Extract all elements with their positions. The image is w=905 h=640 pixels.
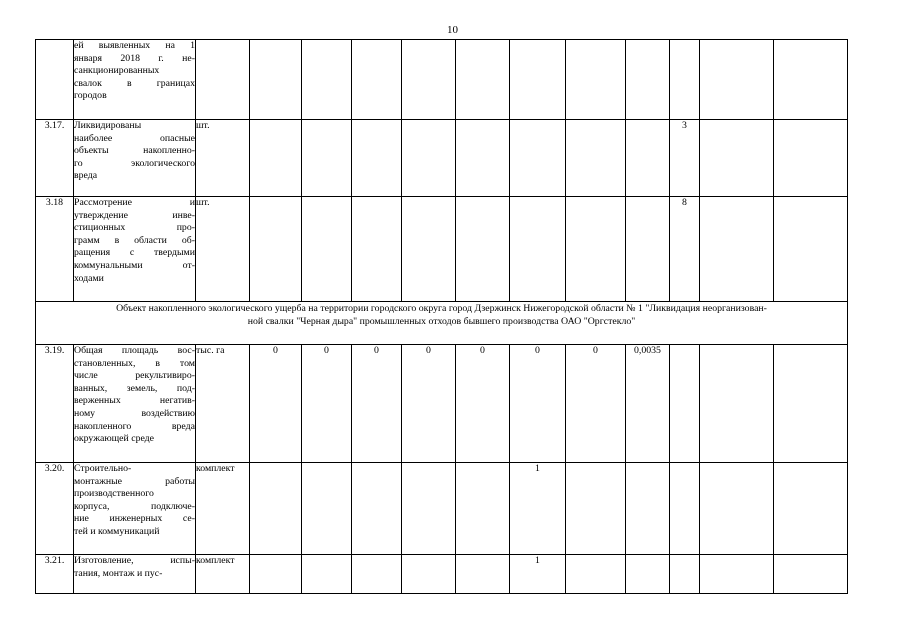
description-line: ей выявленных на 1 [74, 40, 195, 51]
description-line: Строительно- [74, 463, 132, 474]
description-line: коммунальными от- [74, 259, 195, 271]
row-description [74, 555, 196, 594]
row-description [74, 345, 196, 463]
value-cell [700, 197, 774, 302]
value-cell [456, 555, 510, 594]
row-unit: комплект [196, 555, 250, 594]
description-line: го экологического [74, 157, 195, 169]
value-cell [250, 555, 302, 594]
row-description [74, 40, 196, 120]
value-cell: 8 [670, 197, 700, 302]
value-cell [670, 40, 700, 120]
value-cell [774, 345, 848, 463]
description-line: Рассмотрение и [74, 197, 195, 208]
value-cell [402, 463, 456, 555]
value-cell [302, 463, 352, 555]
value-cell [402, 555, 456, 594]
description-line: объекты накопленно- [74, 145, 195, 157]
value-cell [402, 40, 456, 120]
row-unit: шт. [196, 120, 250, 197]
table-body-bottom [36, 345, 848, 594]
description-line: монтажные работы [74, 475, 195, 487]
value-cell [774, 120, 848, 197]
row-unit: шт. [196, 197, 250, 302]
description-line: утверждение инве- [74, 209, 195, 221]
value-cell: 0 [302, 345, 352, 463]
value-cell [700, 555, 774, 594]
section-row [36, 302, 848, 345]
page-number: 10 [447, 24, 458, 36]
description-line: ние инженерных се- [74, 513, 195, 525]
description-line: производственного [74, 488, 154, 500]
value-cell [302, 197, 352, 302]
value-cell [774, 463, 848, 555]
value-cell [402, 120, 456, 197]
description-line: верженных негатив- [74, 395, 195, 407]
description-line: стиционных про- [74, 222, 195, 234]
value-cell [250, 40, 302, 120]
value-cell [456, 197, 510, 302]
value-cell [626, 197, 670, 302]
value-cell [250, 197, 302, 302]
description-line: накопленного вреда [74, 420, 195, 432]
value-cell: 1 [510, 463, 566, 555]
description-line: окружающей среде [74, 433, 155, 445]
row-unit: тыс. га [196, 345, 250, 463]
value-cell [250, 120, 302, 197]
row-number [36, 40, 74, 120]
value-cell: 0 [250, 345, 302, 463]
row-number: 3.21. [36, 555, 74, 594]
row-number: 3.20. [36, 463, 74, 555]
value-cell [456, 120, 510, 197]
value-cell [566, 555, 626, 594]
value-cell [250, 463, 302, 555]
value-cell [700, 120, 774, 197]
description-line: Ликвидированы [74, 120, 142, 131]
table-row [36, 463, 848, 555]
section-title-line-1: Объект накопленного экологического ущерба на территории городского округа город Дзержинск Нижегородской области № 1 "Ликвидация неорганизован- [116, 303, 767, 314]
description-line: санкционированных [74, 65, 160, 77]
table-row [36, 120, 848, 197]
value-cell: 0 [566, 345, 626, 463]
value-cell: 0 [456, 345, 510, 463]
value-cell [566, 40, 626, 120]
row-description [74, 463, 196, 555]
table-row [36, 345, 848, 463]
value-cell: 0 [402, 345, 456, 463]
value-cell [774, 197, 848, 302]
section-title-line-2: ной свалки "Черная дыра" промышленных отходов бывшего производства ОАО "Оргстекло" [247, 316, 636, 327]
description-line: ванных, земель, под- [74, 382, 195, 394]
table-row [36, 40, 848, 120]
row-unit: комплект [196, 463, 250, 555]
value-cell [510, 120, 566, 197]
description-line: числе рекультивиро- [74, 370, 195, 382]
value-cell [352, 120, 402, 197]
value-cell: 0 [352, 345, 402, 463]
value-cell [626, 463, 670, 555]
value-cell [670, 463, 700, 555]
value-cell [774, 555, 848, 594]
value-cell [566, 463, 626, 555]
value-cell [700, 40, 774, 120]
value-cell [566, 197, 626, 302]
value-cell [626, 555, 670, 594]
row-number: 3.19. [36, 345, 74, 463]
table-body-top [36, 40, 848, 302]
value-cell [774, 40, 848, 120]
value-cell [352, 463, 402, 555]
value-cell [352, 555, 402, 594]
description-line: ходами [74, 272, 104, 284]
description-line: Изготовление, испы- [74, 555, 195, 566]
description-line: января 2018 г. не- [74, 52, 195, 64]
value-cell [510, 40, 566, 120]
description-line: тей и коммуникаций [74, 525, 160, 537]
description-line: тания, монтаж и пус- [74, 567, 163, 579]
description-line: городов [74, 90, 107, 102]
value-cell [302, 555, 352, 594]
value-cell [700, 463, 774, 555]
description-line: ному воздействию [74, 407, 195, 419]
description-line: ращения с твердыми [74, 247, 195, 259]
value-cell [402, 197, 456, 302]
row-number: 3.18 [36, 197, 74, 302]
description-line: наиболее опасные [74, 132, 195, 144]
data-table [35, 39, 848, 594]
value-cell: 3 [670, 120, 700, 197]
value-cell [670, 345, 700, 463]
value-cell [302, 120, 352, 197]
value-cell [456, 40, 510, 120]
description-line: грамм в области об- [74, 234, 195, 246]
description-line: корпуса, подключе- [74, 500, 195, 512]
value-cell [566, 120, 626, 197]
row-description [74, 197, 196, 302]
value-cell [626, 40, 670, 120]
section-body [36, 302, 848, 345]
description-line: Общая площадь вос- [74, 345, 195, 356]
description-line: становленных, в том [74, 357, 195, 369]
description-line: вреда [74, 170, 98, 182]
value-cell [510, 197, 566, 302]
table-row [36, 555, 848, 594]
description-line: свалок в границах [74, 77, 195, 89]
value-cell [302, 40, 352, 120]
row-unit [196, 40, 250, 120]
value-cell [352, 40, 402, 120]
value-cell [626, 120, 670, 197]
row-description [74, 120, 196, 197]
value-cell: 0,0035 [626, 345, 670, 463]
table-row [36, 197, 848, 302]
value-cell [352, 197, 402, 302]
row-number: 3.17. [36, 120, 74, 197]
value-cell: 1 [510, 555, 566, 594]
value-cell [700, 345, 774, 463]
value-cell [456, 463, 510, 555]
section-title [36, 302, 848, 345]
value-cell: 0 [510, 345, 566, 463]
value-cell [670, 555, 700, 594]
